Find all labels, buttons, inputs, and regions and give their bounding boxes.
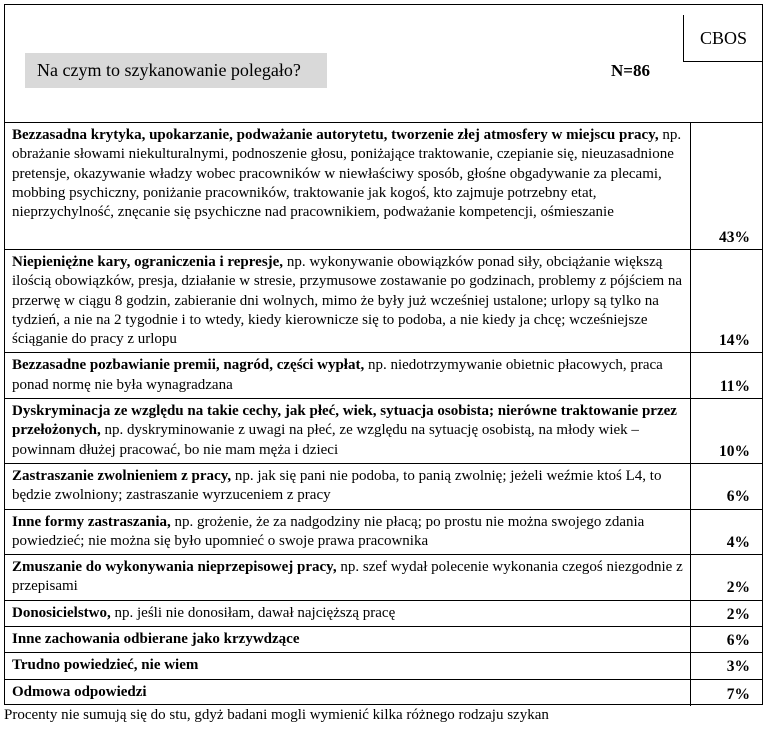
table-row (5, 600, 762, 626)
row-percent: 4% (691, 509, 762, 555)
row-category: Trudno powiedzieć, nie wiem (12, 657, 199, 674)
table-row (5, 653, 762, 679)
row-description (5, 353, 691, 399)
table-header (5, 5, 762, 122)
table-row (5, 509, 762, 555)
row-percent: 2% (691, 600, 762, 626)
row-examples: np. obrażanie słowami niekulturalnymi, podnoszenie głosu, poniżające traktowanie, czepianie się, nieuzasadnione pretensje, okazywanie władzy wobec pracowników w niewłaściwy sposób, głośne obgadywanie za plecami, mobbing psychiczny, poniżanie pracowników, traktowanie jak kogoś, kto zajmuje potrzebny etat, nieprzychylność, znęcanie się psychiczne nad pracownikiem, podważanie kompetencji, ośmieszanie (12, 127, 682, 221)
row-description (5, 250, 691, 353)
row-category: Inne formy zastraszania, (12, 513, 171, 530)
table-row (5, 679, 762, 706)
table-row (5, 627, 762, 653)
row-examples: np. wykonywanie obowiązków ponad siły, obciążanie większą ilością obowiązków, presja, działanie w stresie, przymusowe zostawanie po godzinach, problemy z pójściem na przerwę w ciągu 8 godzin, zabieranie dni wolnych, mimo że były już wcześniej ustalone; urlopy są tylko na tydzień, a nie na 2 tygodnie i to wtedy, kiedy kierownicze się to podoba, a nie kiedy ja chcę; wcześniejsze ściąganie do pracy z urlopu (12, 254, 683, 348)
table-row (5, 399, 762, 464)
source-label: CBOS (683, 15, 763, 62)
row-category: Zmuszanie do wykonywania nieprzepisowej pracy, (12, 559, 337, 576)
table-row (5, 463, 762, 509)
row-category: Dyskryminacja ze względu na takie cechy, jak płeć, wiek, sytuacja osobista; nierówne traktowanie przez przełożonych, (12, 403, 677, 439)
row-description (5, 123, 691, 250)
row-percent: 10% (691, 399, 762, 464)
table-row (5, 250, 762, 353)
row-percent: 11% (691, 353, 762, 399)
table-row (5, 123, 762, 250)
row-description (5, 627, 691, 653)
row-category: Donosicielstwo, (12, 604, 111, 621)
row-percent: 7% (691, 679, 762, 706)
row-examples: np. jak się pani nie podoba, to panią zwolnię; jeżeli weźmie ktoś L4, to będzie zwolniony; zastraszanie wyrzuceniem z pracy (12, 467, 662, 504)
table-row (5, 353, 762, 399)
results-table (5, 122, 762, 706)
row-category: Odmowa odpowiedzi (12, 683, 147, 700)
row-examples: np. dyskryminowanie z uwagi na płeć, ze względu na sytuację osobistą, na młody wiek – powinnam dłużej pracować, bo nie mam męża i dzieci (12, 422, 639, 458)
row-category: Bezzasadne pozbawianie premii, nagród, części wypłat, (12, 357, 365, 374)
row-examples: np. jeśli nie donosiłam, dawał najcięższą pracę (110, 604, 396, 621)
row-description (5, 653, 691, 679)
row-percent: 6% (691, 627, 762, 653)
row-examples: np. grożenie, że za nadgodziny nie płacą; po prostu nie można swojego zdania powiedzieć; nie można się było upomnieć o swoje prawa pracownika (12, 513, 645, 549)
row-category: Zastraszanie zwolnieniem z pracy, (12, 467, 232, 484)
row-description (5, 555, 691, 601)
row-category: Bezzasadna krytyka, upokarzanie, podważanie autorytetu, tworzenie złej atmosfery w miejscu pracy, (12, 127, 659, 143)
row-description (5, 463, 691, 509)
row-description (5, 399, 691, 464)
row-percent: 43% (691, 123, 762, 250)
row-percent: 3% (691, 653, 762, 679)
question-title: Na czym to szykanowanie polegało? (25, 53, 327, 88)
row-description (5, 600, 691, 626)
row-percent: 2% (691, 555, 762, 601)
footnote: Procenty nie sumują się do stu, gdyż badani mogli wymienić kilka różnego rodzaju szykan (4, 707, 549, 723)
survey-table-frame (4, 4, 763, 705)
row-examples: np. niedotrzymywanie obietnic płacowych, praca ponad normę nie była wynagradzana (12, 357, 663, 393)
row-percent: 6% (691, 463, 762, 509)
sample-size: N=86 (611, 61, 650, 80)
row-category: Inne zachowania odbierane jako krzywdzące (12, 631, 300, 648)
table-row (5, 555, 762, 601)
row-description (5, 509, 691, 555)
row-description (5, 679, 691, 706)
row-category: Niepieniężne kary, ograniczenia i represje, (12, 254, 284, 270)
row-examples: np. szef wydał polecenie wykonania czegoś niezgodnie z przepisami (12, 559, 683, 595)
row-percent: 14% (691, 250, 762, 353)
